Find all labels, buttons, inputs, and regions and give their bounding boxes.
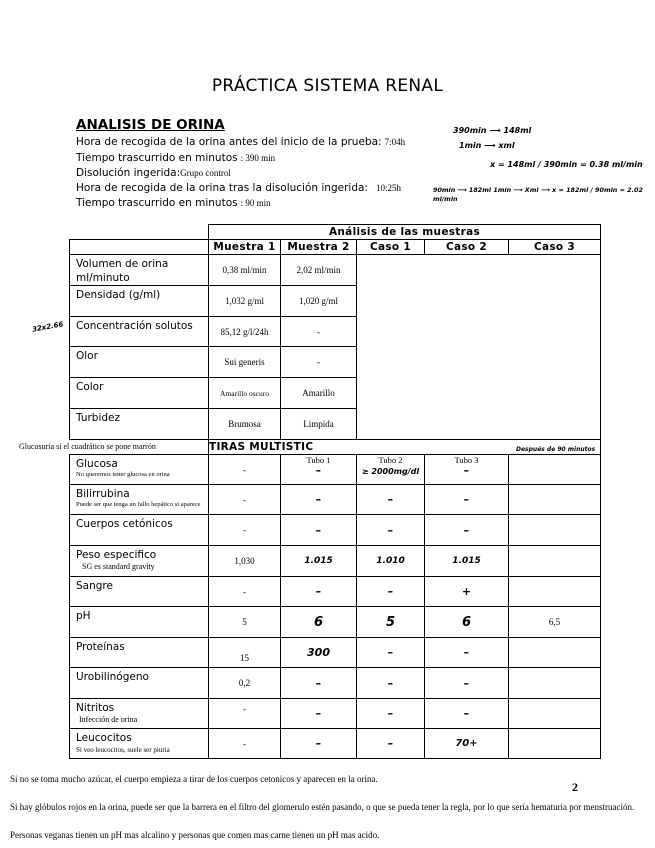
value-cell: -: [209, 515, 281, 546]
table-row: [70, 729, 601, 759]
row-label: Proteínas: [70, 638, 209, 668]
row-label: Concentración solutos: [70, 317, 209, 347]
value-cell: 6: [425, 607, 509, 638]
table-row: [70, 699, 601, 729]
value-cell: –: [281, 577, 357, 607]
info-line-hora-despues: Hora de recogida de la orina tras la disolución ingerida: 10:25h: [76, 182, 401, 194]
row-label: Nitritos Infección de orina: [70, 699, 209, 729]
columns-row: [70, 240, 601, 255]
value-cell: 5: [357, 607, 425, 638]
row-label: Densidad (g/ml): [70, 286, 209, 317]
col-muestra-2: Muestra 2: [281, 240, 357, 255]
value-cell: –: [357, 668, 425, 699]
value-cell: 5: [209, 607, 281, 638]
info-line-tiempo-1: Tiempo trascurrido en minutos : 390 min: [76, 152, 276, 164]
row-label: Glucosa No queremos tener glucosa en orina: [70, 455, 209, 485]
empty-cases-block: [357, 255, 601, 440]
value-cell: –: [281, 699, 357, 729]
info-line-disolucion: Disolución ingerida:Grupo control: [76, 167, 231, 179]
handnote-calc2: 90min ⟶ 182ml 1min ⟶ Xml ⟶ x = 182ml / 90min = 2.02 ml/min: [433, 186, 643, 203]
value-cell: 0,38 ml/min: [209, 255, 281, 286]
col-caso-1: Caso 1: [357, 240, 425, 255]
col-muestra-1: Muestra 1: [209, 240, 281, 255]
value-cell: [509, 729, 601, 759]
glucosuria-note: Glucosuria si el cuadrático se pone marrón: [19, 442, 156, 451]
value-cell: –: [281, 729, 357, 759]
value-cell: 1.015: [425, 546, 509, 577]
value-cell: –: [425, 515, 509, 546]
empty-corner: [70, 225, 209, 240]
value-cell: [509, 485, 601, 515]
value-cell: -: [209, 485, 281, 515]
table-row: [70, 607, 601, 638]
row-label: Turbidez: [70, 409, 209, 440]
row-label: Sangre: [70, 577, 209, 607]
table-row: [70, 485, 601, 515]
value-cell: [509, 577, 601, 607]
table-header-row: [70, 225, 601, 240]
value-cell: –: [425, 699, 509, 729]
empty-label-cell: [70, 440, 209, 455]
page-title: PRÁCTICA SISTEMA RENAL: [211, 76, 444, 96]
analysis-header: Análisis de las muestras: [209, 225, 601, 240]
col-caso-2: Caso 2: [425, 240, 509, 255]
row-label: Volumen de orina ml/minuto: [70, 255, 209, 286]
table-row: [70, 515, 601, 546]
info-line-hora-antes: Hora de recogida de la orina antes del inicio de la prueba: 7:04h: [76, 136, 406, 148]
value-cell: 15: [209, 638, 281, 668]
tube-cell: Tubo 1 –: [281, 455, 357, 485]
row-label: Cuerpos cetónicos: [70, 515, 209, 546]
row-label: Peso especifico SG es standard gravity: [70, 546, 209, 577]
value-cell: 300: [281, 638, 357, 668]
row-label: Bilirrubina Puede ser que tenga un fallo hepático si aparece: [70, 485, 209, 515]
row-label: Olor: [70, 347, 209, 378]
value-cell: 1.015: [281, 546, 357, 577]
value-cell: -: [209, 699, 281, 729]
value-cell: –: [357, 577, 425, 607]
value-cell: –: [357, 638, 425, 668]
row-label: Color: [70, 378, 209, 409]
value-cell: –: [357, 515, 425, 546]
value-cell: 1,020 g/ml: [281, 286, 357, 317]
value-cell: [509, 515, 601, 546]
value-cell: -: [209, 577, 281, 607]
handnote-despues: Después de 90 minutos: [516, 446, 596, 453]
value-cell: 6,5: [509, 607, 601, 638]
value-cell: –: [357, 699, 425, 729]
value-cell: –: [281, 668, 357, 699]
value-cell: [509, 699, 601, 729]
section-title: ANALISIS DE ORINA: [76, 117, 225, 133]
value-cell: -: [281, 347, 357, 378]
tiras-header-row: [70, 440, 601, 455]
handnote-calc1-result: x = 148ml / 390min = 0.38 ml/min: [490, 160, 643, 169]
handnote-margin: 32x2.66: [31, 320, 64, 334]
info-line-tiempo-2: Tiempo trascurrido en minutos : 90 min: [76, 197, 271, 209]
value-cell: [509, 668, 601, 699]
value-cell: Limpida: [281, 409, 357, 440]
table-row: [70, 455, 601, 485]
value-cell: 85,12 g/l/24h: [209, 317, 281, 347]
row-label: pH: [70, 607, 209, 638]
value-cell: +: [425, 577, 509, 607]
value-cell: 1.010: [357, 546, 425, 577]
value-cell: –: [281, 485, 357, 515]
value-cell: –: [357, 729, 425, 759]
value-cell: –: [425, 668, 509, 699]
value-cell: -: [209, 729, 281, 759]
table-row: [70, 668, 601, 699]
table-row: [70, 546, 601, 577]
value-cell: 70+: [425, 729, 509, 759]
value-cell: -: [281, 317, 357, 347]
value-cell: Brumosa: [209, 409, 281, 440]
handnote-calc1-line2: 1min ⟶ xml: [459, 141, 515, 150]
note-cetonicos: Si no se toma mucho azúcar, el cuerpo empieza a tirar de los cuerpos cetonicos y aparecen en la orina.: [10, 774, 378, 784]
value-cell: –: [357, 485, 425, 515]
note-ph: Personas veganas tienen un pH mas alcalino y personas que comen mas carne tienen un pH mas acido.: [10, 830, 380, 840]
table-row: [70, 255, 601, 286]
table-row: [70, 638, 601, 668]
col-caso-3: Caso 3: [509, 240, 601, 255]
tiras-header: TIRAS MULTISTIC: [209, 440, 601, 455]
analysis-table: [69, 224, 601, 759]
value-cell: -: [209, 455, 281, 485]
value-cell: 6: [281, 607, 357, 638]
value-cell: –: [425, 638, 509, 668]
page-number: 2: [572, 780, 578, 794]
value-cell: 1,030: [209, 546, 281, 577]
table-row: [70, 577, 601, 607]
value-cell: Sui generis: [209, 347, 281, 378]
value-cell: –: [425, 485, 509, 515]
tube-cell: Tubo 2 ≥ 2000mg/dl: [357, 455, 425, 485]
row-label: Leucocitos Si veo leucocitos, suele ser piuria: [70, 729, 209, 759]
note-globulos: Si hay glóbulos rojos en la orina, puede ser que la barrera en el filtro del glomerulo estén pasando, o que se pueda tener la regla, por lo que sería hematuria por menstruación.: [10, 802, 635, 812]
value-cell: [509, 638, 601, 668]
value-cell: –: [281, 515, 357, 546]
handnote-calc1-line1: 390min ⟶ 148ml: [453, 126, 532, 135]
value-cell: [509, 455, 601, 485]
value-cell: 2,02 ml/min: [281, 255, 357, 286]
value-cell: 1,032 g/ml: [209, 286, 281, 317]
value-cell: [509, 546, 601, 577]
value-cell: Amarillo oscuro: [209, 378, 281, 409]
value-cell: 0,2: [209, 668, 281, 699]
row-label: Urobilinógeno: [70, 668, 209, 699]
tube-cell: Tubo 3 –: [425, 455, 509, 485]
value-cell: Amarillo: [281, 378, 357, 409]
empty-label-cell: [70, 240, 209, 255]
